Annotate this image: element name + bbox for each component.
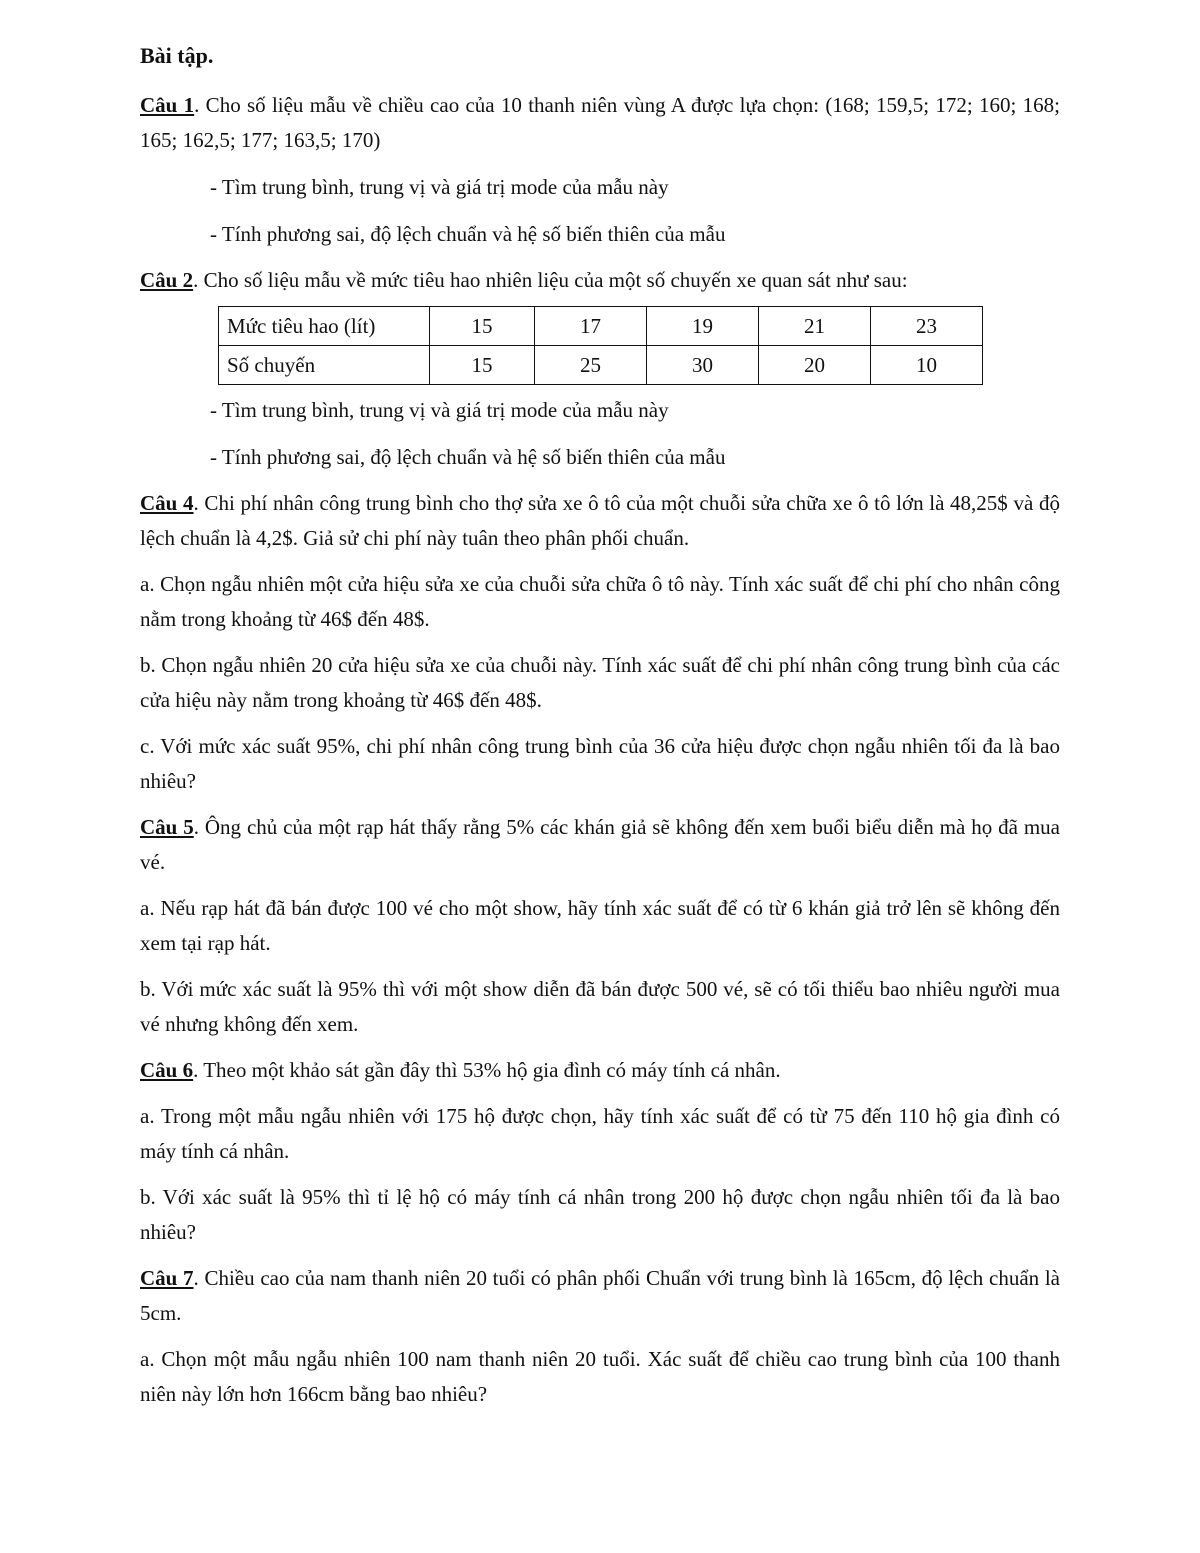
table-cell: 10 — [871, 346, 983, 385]
question-part-b: b. Với mức xác suất là 95% thì với một show diễn đã bán được 500 vé, sẽ có tối thiểu bao nhiêu người mua vé nhưng không đến xem. — [140, 977, 1060, 1036]
bullet-item: - Tính phương sai, độ lệch chuẩn và hệ số biến thiên của mẫu — [210, 222, 726, 246]
question-label: Câu 2 — [140, 268, 194, 292]
table-cell: 17 — [535, 307, 647, 346]
question-text: . Ông chủ của một rạp hát thấy rằng 5% các khán giả sẽ không đến xem buổi biểu diễn mà họ đã mua vé. — [140, 815, 1060, 874]
table-row-header: Số chuyến — [219, 346, 430, 385]
question-2 — [140, 263, 1060, 298]
question-part-a: a. Trong một mẫu ngẫu nhiên với 175 hộ được chọn, hãy tính xác suất để có từ 75 đến 110 hộ gia đình có máy tính cá nhân. — [140, 1104, 1060, 1163]
question-text: . Cho số liệu mẫu về mức tiêu hao nhiên liệu của một số chuyến xe quan sát như sau: — [193, 268, 908, 292]
bullet-item: - Tìm trung bình, trung vị và giá trị mode của mẫu này — [210, 398, 669, 422]
question-part-b: b. Với xác suất là 95% thì tỉ lệ hộ có máy tính cá nhân trong 200 hộ được chọn ngẫu nhiên tối đa là bao nhiêu? — [140, 1185, 1060, 1244]
table-cell: 15 — [430, 346, 535, 385]
question-part-a: a. Nếu rạp hát đã bán được 100 vé cho một show, hãy tính xác suất để có từ 6 khán giả trở lên sẽ không đến xem tại rạp hát. — [140, 896, 1060, 955]
document-body — [140, 40, 1060, 1412]
question-label: Câu 6 — [140, 1058, 194, 1082]
question-text: . Chi phí nhân công trung bình cho thợ sửa xe ô tô của một chuỗi sửa chữa xe ô tô lớn là 48,25$ và độ lệch chuẩn là 4,2$. Giả sử chi phí này tuân theo phân phối chuẩn. — [140, 491, 1060, 550]
question-part-c: c. Với mức xác suất 95%, chi phí nhân công trung bình của 36 cửa hiệu được chọn ngẫu nhiên tối đa là bao nhiêu? — [140, 734, 1060, 793]
table-cell: 25 — [535, 346, 647, 385]
question-6 — [140, 1053, 1060, 1088]
table-cell: 15 — [430, 307, 535, 346]
question-text: . Theo một khảo sát gần đây thì 53% hộ gia đình có máy tính cá nhân. — [193, 1058, 781, 1082]
table-row — [219, 346, 983, 385]
question-part-a: a. Chọn ngẫu nhiên một cửa hiệu sửa xe của chuỗi sửa chữa ô tô này. Tính xác suất để chi phí cho nhân công nằm trong khoảng từ 46$ đến 48$. — [140, 572, 1060, 631]
question-text: . Chiều cao của nam thanh niên 20 tuổi có phân phối Chuẩn với trung bình là 165cm, độ lệch chuẩn là 5cm. — [140, 1266, 1060, 1325]
bullet-item: - Tìm trung bình, trung vị và giá trị mode của mẫu này — [210, 175, 669, 199]
question-label: Câu 5 — [140, 815, 194, 839]
question-text: . Cho số liệu mẫu về chiều cao của 10 thanh niên vùng A được lựa chọn: (168; 159,5; 172; 160; 168; 165; 162,5; 177; 163,5; 170) — [140, 93, 1060, 152]
page-title: Bài tập. — [140, 43, 214, 68]
table-row — [219, 307, 983, 346]
table-cell: 20 — [759, 346, 871, 385]
question-part-a: a. Chọn một mẫu ngẫu nhiên 100 nam thanh niên 20 tuổi. Xác suất để chiều cao trung bình của 100 thanh niên này lớn hơn 166cm bằng bao nhiêu? — [140, 1347, 1060, 1406]
question-part-b: b. Chọn ngẫu nhiên 20 cửa hiệu sửa xe của chuỗi này. Tính xác suất để chi phí nhân công trung bình của các cửa hiệu này nằm trong khoảng từ 46$ đến 48$. — [140, 653, 1060, 712]
table-row-header: Mức tiêu hao (lít) — [219, 307, 430, 346]
fuel-table — [218, 306, 983, 385]
table-cell: 19 — [647, 307, 759, 346]
table-cell: 23 — [871, 307, 983, 346]
question-4 — [140, 486, 1060, 556]
question-5 — [140, 810, 1060, 880]
table-cell: 21 — [759, 307, 871, 346]
bullet-item: - Tính phương sai, độ lệch chuẩn và hệ số biến thiên của mẫu — [210, 445, 726, 469]
question-label: Câu 4 — [140, 491, 194, 515]
table-cell: 30 — [647, 346, 759, 385]
question-7 — [140, 1261, 1060, 1331]
question-label: Câu 1 — [140, 93, 195, 117]
question-label: Câu 7 — [140, 1266, 194, 1290]
question-1 — [140, 88, 1060, 158]
